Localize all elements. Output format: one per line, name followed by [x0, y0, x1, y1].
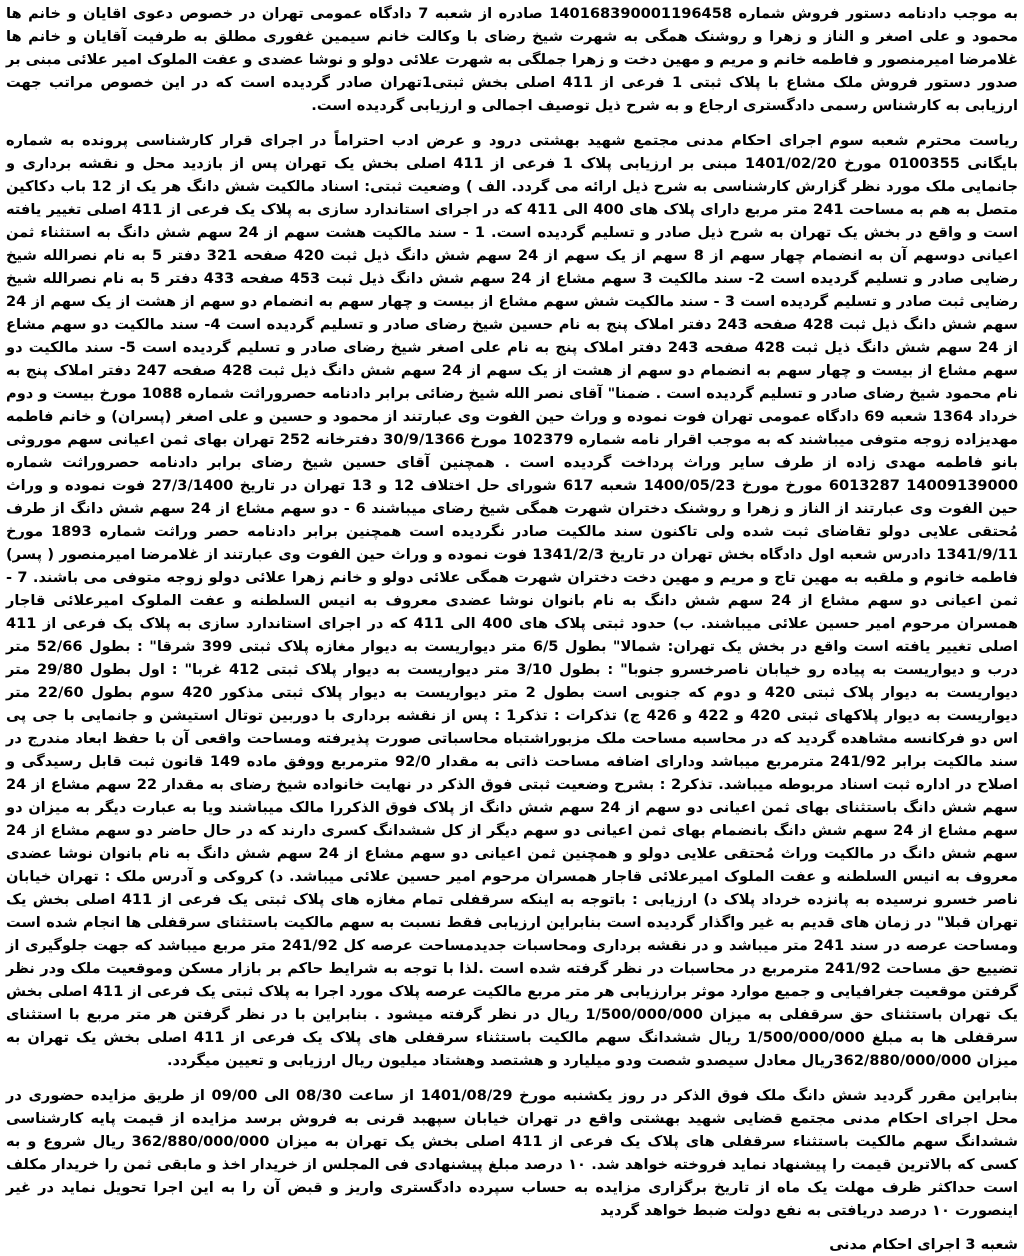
auction-terms-paragraph: بنابراین مقرر گردید شش دانگ ملک فوق الذکر در روز یکشنبه مورخ 1401/08/29 از ساعت 08/30 الی 09/00 از طریق مزایده حضوری در محل اجرای احکام مدنی مجتمع قضایی شهید بهشتی واقع در تهران خیابان سپهبد قرنی به فروش برسد مزایده از قیمت پایه کارشناسی ششدانگ سهم مالکیت باستثناء سرقفلی های پلاک یک فرعی از 411 اصلی بخش یک تهران به میزان 362/880/000/000 ریال شروع و به کسی که بالاترین قیمت را پیشنهاد نماید فروخته خواهد شد. ۱۰ درصد مبلغ پیشنهادی فی المجلس از خریدار اخذ و مابقی ثمن را خریدار مکلف است حداکثر ظرف مهلت یک ماه از تاریخ برگزاری مزایده به حساب سپرده دادگستری واریز و قبض آن را به این اجرا تحویل نماید در غیر اینصورت ۱۰ درصد دریافتی به نفع دولت ضبط خواهد گردید: [6, 1087, 1018, 1219]
issuing-office-signature: شعبه 3 اجرای احکام مدنی: [829, 1236, 1018, 1253]
expert-report-paragraph: ریاست محترم شعبه سوم اجرای احکام مدنی مجتمع شهید بهشتی درود و عرض ادب احتراماً در اجرای قرار کارشناسی پرونده به شماره بایگانی 0100355 مورخ 1401/02/20 مبنی بر ارزیابی پلاک 1 فرعی از 411 اصلی بخش یک تهران پس از بازدید محل و نقشه برداری و جانمایی ملک مورد نظر گزارش کارشناسی به شرح ذیل ارائه می گردد. الف ) وضعیت ثبتی: اسناد مالکیت شش دانگ هر یک از 12 باب دکاکین متصل به هم به مساحت 241 متر مربع دارای پلاک های 400 الی 411 که در اجرای استاندارد سازی به پلاک یک فرعی از 411 اصلی تغییر یافته است و واقع در بخش یک تهران به شرح ذیل صادر و تسلیم گردیده است. 1 - سند مالکیت هشت سهم از 24 سهم شش دانگ به استثناء ثمن اعیانی دوسهم آن به انضمام چهار سهم از 8 سهم از یک سهم از 24 سهم شش دانگ ذیل ثبت 420 صفحه 321 دفتر 5 به نام نصرالله شیخ رضایی صادر و تسلیم گردیده است 2- سند مالکیت 3 سهم مشاع از 24 سهم شش دانگ ذیل ثبت 453 صفحه 433 دفتر 5 به نام نصرالله شیخ رضایی ثبت صادر و تسلیم گردیده است 3 - سند مالکیت شش سهم مشاع از بیست و چهار سهم به انضمام دو سهم از هشت از یک سهم از 24 سهم شش دانگ ذیل ثبت 428 صفحه 243 دفتر املاک پنج به نام حسین شیخ رضای صادر و تسلیم گردیده است 4- سند مالکیت دو سهم مشاع از 24 سهم شش دانگ ذیل ثبت 428 صفحه 243 دفتر املاک پنج به نام علی اصغر شیخ رضای صادر و تسلیم گردیده است 5- سند مالکیت دو سهم مشاع از بیست و چهار سهم به انضمام دو سهم از هشت از یک سهم از 24 سهم شش دانگ ذیل ثبت 428 صفحه 247 دفتر املاک پنج به نام محمود شیخ رضای صادر و تسلیم گردیده است . ضمنا" آقای نصر الله شیخ رضائی برابر دادنامه حصروراثت شماره 1088 مورخ بیست و دوم خرداد 1364 شعبه 69 دادگاه عمومی تهران فوت نموده و وراث حین الفوت وی عبارتند از محمود و حسین و علی اصغر (پسران) و خانم فاطمه مهدیزاده زوجه متوفی میباشند که به موجب اقرار نامه شماره 102379 مورخ 30/9/1366 دفترخانه 252 تهران بهای ثمن اعیانی سهم موروثی بانو فاطمه مهدی زاده از طرف سایر وراث پرداخت گردیده است . همچنین آقای حسین شیخ رضای برابر دادنامه حصروراثت شماره 14009139000 6013287 مورخ مورخ 1400/05/23 شعبه 617 شورای حل اختلاف 12 و 13 تهران در تاریخ 27/3/1400 فوت نموده و وراث حین الفوت وی عبارتند از الناز و زهرا و روشنک دختران شهرت همگی شیخ رضای میباشند 6 - دو سهم مشاع از 24 سهم شش دانگ از طرف مُحتقی علایی دولو تقاضای ثبت شده ولی تاکنون سند مالکیت صادر نگردیده است همچنین برابر دادنامه حصر وراثت شماره 1893 مورخ 1341/9/11 دادرس شعبه اول دادگاه بخش تهران در تاریخ 1341/2/3 فوت نموده و وراث حین الفوت وی عبارتند از غلامرضا امیرمنصور ( پسر) فاطمه خانوم و ملقبه به مهین تاج و مریم و مهین دخت دختران شهرت همگی علائی دولو و خانم زهرا علائی دولو زوجه متوفی می باشند. 7 - ثمن اعیانی دو سهم مشاع از 24 سهم شش دانگ به نام بانوان نوشا عضدی معروف به انیس السلطنه و عفت الملوک امیرعلائی قاجار همسران مرحوم امیر حسین علائی میباشند. ب) حدود ثبتی پلاک های 400 الی 411 که در اجرای استاندارد سازی به پلاک یک فرعی از 411 اصلی تغییر یافته است واقع در بخش یک تهران: شمالا" بطول 6/5 متر دیواریست به دیوار مغازه پلاک ثبتی 399 شرقا" : بطول 52/66 متر درب و دیواریست به پیاده رو خیابان ناصرخسرو جنوبا" : بطول 3/10 متر دیواریست به دیوار پلاک ثبتی 412 غربا" : اول بطول 29/80 متر دیواریست به دیوار پلاک ثبتی 420 و دوم که جنوبی است بطول 2 متر دیواریست به دیوار پلاک ثبتی مذکور 420 سوم بطول 22/60 متر دیواریست به دیوار پلاکهای ثبتی 420 و 422 و 426 ج) تذکرات : تذکر1 : پس از نقشه برداری با دوربین توتال استیشن و جانمایی با جی پی اس دو فرکانسه مشاهده گردید که در محاسبه مساحت ملک مزبوراشتباه محاسباتی صورت پذیرفته ومساحت واقعی آن با حفظ ابعاد مندرج در سند مالکیت برابر 241/92 مترمربع میباشد ودارای اضافه مساحت ذاتی به مقدار 92/0 مترمربع ووفق ماده 149 قانون ثبت قابل رسیدگی و اصلاح در اداره ثبت اسناد مربوطه میباشد. تذکر2 : بشرح وضعیت ثبتی فوق الذکر در نهایت خانواده شیخ رضای به مقدار 22 سهم مشاع از 24 سهم شش دانگ باستثنای بهای ثمن اعیانی دو سهم از 24 سهم شش دانگ از پلاک فوق الذکررا مالک میباشند ویا به عبارت دیگر به میزان دو سهم مشاع از 24 سهم شش دانگ بانضمام بهای ثمن اعیانی دو سهم دیگر از کل ششدانگ کسری دارند که در حال حاضر دو سهم مشاع از 24 سهم شش دانگ در مالکیت وراث مُحتقی علایی دولو و همچنین ثمن اعیانی دو سهم مشاع از 24 سهم شش دانگ به نام بانوان نوشا عضدی معروف به انیس السلطنه و عفت الملوک امیرعلائی قاجار همسران مرحوم امیر حسین علائی میباشد. د) کروکی و آدرس ملک : تهران خیابان ناصر خسرو نرسیده به پانزده خرداد پلاک د) ارزیابی : باتوجه به اینکه سرقفلی تمام مغازه های پلاک ثبتی یک فرعی از 411 اصلی بخش یک تهران قبلا" در زمان های قدیم به غیر واگذار گردیده است بنابراین ارزیابی فقط نسبت به سهم مالکیت باستثنای سرقفلی ها انجام شده است ومساحت عرصه در سند 241 متر میباشد و در نقشه برداری ومحاسبات جدیدمساحت عرصه کل 241/92 متر مربع میباشد که جهت جلوگیری از تضییع حق مساحت 241/92 مترمربع در محاسبات در نظر گرفته شده است .لذا با توجه به شرایط حاکم بر بازار مسکن وموقعیت ملک ودر نظر گرفتن موقعیت جغرافیایی و جمیع موارد موثر برارزیابی هر متر مربع مالکیت عرصه پلاک مورد اجرا به پلاک ثبتی یک فرعی از 411 اصلی بخش یک تهران باستثنای حق سرقفلی به میزان 1/500/000/000 ریال در نظر گرفته میشود . بنابراین با در نظر گرفتن هر متر مربع با استثنای سرقفلی ها به مبلغ 1/500/000/000 ریال ششدانگ سهم مالکیت باستثناء سرقفلی های پلاک یک فرعی از 411 اصلی بخش یک تهران به میزان 362/880/000/000ریال معادل سیصدو شصت ودو میلیارد و هشتصد وهشتاد میلیون ریال ارزیابی و تعیین میگردد.: [6, 132, 1019, 1069]
intro-paragraph: به موجب دادنامه دستور فروش شماره 140168390001196458 صادره از شعبه 7 دادگاه عمومی تهران در خصوص دعوی اقایان و خانم ها محمود و علی اصغر و الناز و زهرا و روشنک همگی به شهرت شیخ رضای با وکالت خانم سیمین غفوری مطلق به طرفیت آقایان و خانم ها غلامرضا امیرمنصور و فاطمه خانم و مریم و مهین دخت و زهرا جملگی به شهرت علائی دولو و نوشا عضدی و عفت الملوک امیر علائی مبنی بر صدور دستور فروش ملک مشاع با پلاک ثبتی 1 فرعی از 411 اصلی بخش ثبتی1تهران صادر گردیده است که در این خصوص مراتب جهت ارزیابی به کارشناس رسمی دادگستری ارجاع و به شرح ذیل توصیف اجمالی و ارزیابی گردیده است.: [5, 5, 1018, 114]
legal-notice-page: [5, 2, 1019, 1253]
